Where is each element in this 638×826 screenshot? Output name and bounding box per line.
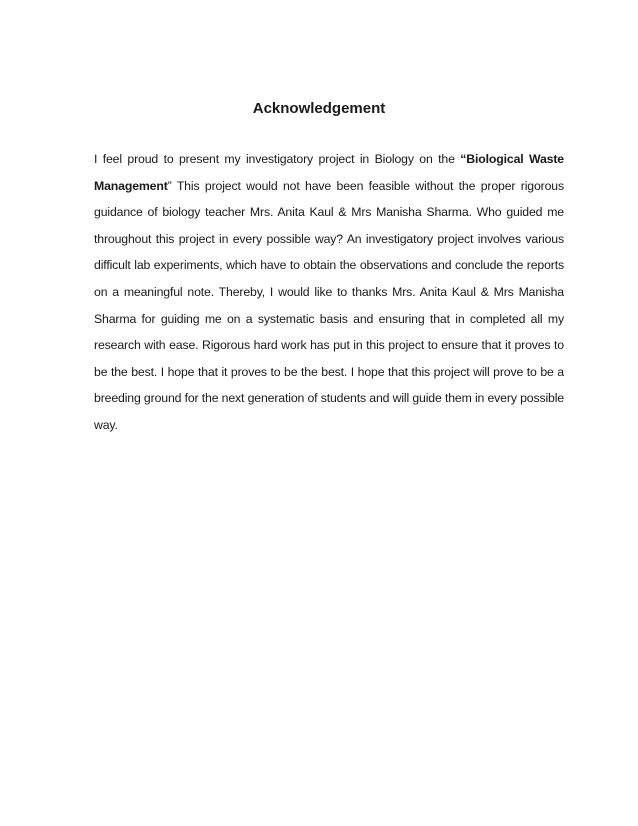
acknowledgement-paragraph	[94, 146, 564, 439]
project-name: “Biological Waste Management	[94, 152, 564, 193]
page-title: Acknowledgement	[252, 100, 386, 117]
closing-quote: ”	[167, 178, 172, 193]
paragraph-rest: This project would not have been feasible without the proper rigorous guidance of biology teacher Mrs. Anita Kaul & Mrs Manisha Sharma. Who guided me throughout this project in every possible way? An investigatory project involves various difficult lab experiments, which have to obtain the observations and conclude the reports on a meaningful note. Thereby, I would like to thanks Mrs. Anita Kaul & Mrs Manisha Sharma for guiding me on a systematic basis and ensuring that in completed all my research with ease. Rigorous hard work has put in this project to ensure that it proves to be the best. I hope that it proves to be the best. I hope that this project will prove to be a breeding ground for the next generation of students and will guide them in every possible way.	[94, 178, 564, 432]
paragraph-intro: I feel proud to present my investigatory project in Biology on the	[94, 152, 461, 166]
